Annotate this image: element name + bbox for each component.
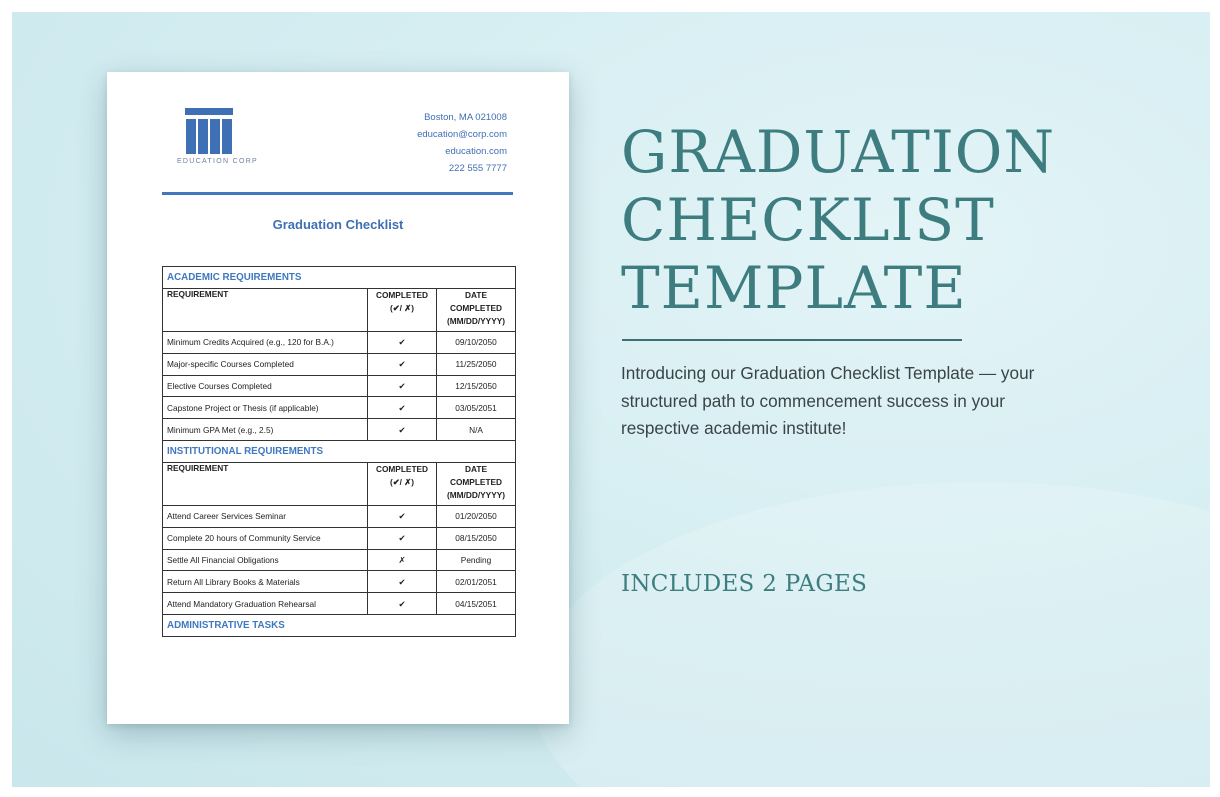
requirement-cell: Attend Career Services Seminar [163, 505, 368, 527]
table-row [163, 527, 516, 549]
column-header-text: DATE [465, 290, 487, 300]
section-title: ACADEMIC REQUIREMENTS [163, 267, 516, 289]
table-row [163, 571, 516, 593]
date-cell: Pending [437, 549, 516, 571]
pillars-logo-icon [185, 108, 233, 154]
section-header-row [163, 614, 516, 636]
column-header-text: (✔/ ✗) [389, 476, 415, 487]
promo-divider [622, 339, 962, 341]
requirement-cell: Return All Library Books & Materials [163, 571, 368, 593]
requirement-cell: Capstone Project or Thesis (if applicable) [163, 397, 368, 419]
column-header-text: COMPLETED [449, 476, 503, 487]
promo-title-line: TEMPLATE [621, 254, 967, 322]
date-cell: 11/25/2050 [437, 353, 516, 375]
column-header-completed [368, 462, 437, 505]
promo-title [621, 118, 1055, 322]
section-header-row [163, 267, 516, 289]
pages-note: INCLUDES 2 PAGES [621, 571, 868, 597]
contact-website: education.com [445, 146, 507, 157]
contact-block [417, 109, 507, 177]
completed-cell: ✔ [368, 353, 437, 375]
requirement-cell: Settle All Financial Obligations [163, 549, 368, 571]
document-title: Graduation Checklist [272, 217, 404, 232]
date-cell: 01/20/2050 [437, 505, 516, 527]
company-logo [170, 108, 265, 165]
requirement-cell: Minimum Credits Acquired (e.g., 120 for B.A.) [163, 332, 368, 354]
column-header-requirement: REQUIREMENT [163, 462, 368, 505]
background-panel [12, 12, 1210, 787]
date-cell: N/A [437, 419, 516, 441]
date-cell: 04/15/2051 [437, 593, 516, 615]
completed-cell: ✔ [368, 375, 437, 397]
column-header-text: DATE [465, 463, 487, 474]
completed-cell: ✔ [368, 397, 437, 419]
logo-text: EDUCATION CORP [176, 158, 259, 165]
column-header-text: COMPLETED [375, 290, 429, 300]
completed-cell: ✗ [368, 549, 437, 571]
completed-cell: ✔ [368, 571, 437, 593]
requirement-cell: Major-specific Courses Completed [163, 353, 368, 375]
completed-cell: ✔ [368, 527, 437, 549]
section-title: ADMINISTRATIVE TASKS [163, 614, 516, 636]
date-cell: 09/10/2050 [437, 332, 516, 354]
table-row [163, 505, 516, 527]
promo-title-line: GRADUATION [621, 118, 1056, 186]
table-row [163, 332, 516, 354]
column-header-text: (MM/DD/YYYY) [446, 489, 506, 500]
column-header-requirement: REQUIREMENT [163, 289, 368, 332]
column-header-text: (MM/DD/YYYY) [446, 316, 506, 326]
checklist-table [162, 266, 516, 637]
requirement-cell: Attend Mandatory Graduation Rehearsal [163, 593, 368, 615]
date-cell: 08/15/2050 [437, 527, 516, 549]
document-preview [107, 72, 569, 724]
column-header-text: (✔/ ✗) [389, 303, 415, 313]
requirement-cell: Minimum GPA Met (e.g., 2.5) [163, 419, 368, 441]
completed-cell: ✔ [368, 593, 437, 615]
requirement-cell: Complete 20 hours of Community Service [163, 527, 368, 549]
header-divider [162, 192, 513, 195]
completed-cell: ✔ [368, 419, 437, 441]
date-cell: 12/15/2050 [437, 375, 516, 397]
section-header-row [163, 440, 516, 462]
table-row [163, 549, 516, 571]
table-row [163, 419, 516, 441]
background-wave [532, 482, 1210, 787]
column-header-row [163, 289, 516, 332]
contact-address: Boston, MA 021008 [424, 112, 507, 123]
table-row [163, 375, 516, 397]
contact-phone: 222 555 7777 [448, 163, 507, 174]
promo-title-line: CHECKLIST [621, 186, 995, 254]
completed-cell: ✔ [368, 332, 437, 354]
column-header-date [437, 462, 516, 505]
contact-email: education@corp.com [417, 129, 507, 140]
column-header-text: COMPLETED [375, 463, 429, 474]
table-row [163, 397, 516, 419]
table-row [163, 593, 516, 615]
column-header-date [437, 289, 516, 332]
date-cell: 02/01/2051 [437, 571, 516, 593]
promo-intro: Introducing our Graduation Checklist Template — your structured path to commencement success in your respective academic institute! [621, 363, 1035, 438]
column-header-text: COMPLETED [449, 303, 503, 313]
column-header-completed [368, 289, 437, 332]
completed-cell: ✔ [368, 505, 437, 527]
table-row [163, 353, 516, 375]
requirement-cell: Elective Courses Completed [163, 375, 368, 397]
column-header-row [163, 462, 516, 505]
section-title: INSTITUTIONAL REQUIREMENTS [163, 440, 516, 462]
date-cell: 03/05/2051 [437, 397, 516, 419]
